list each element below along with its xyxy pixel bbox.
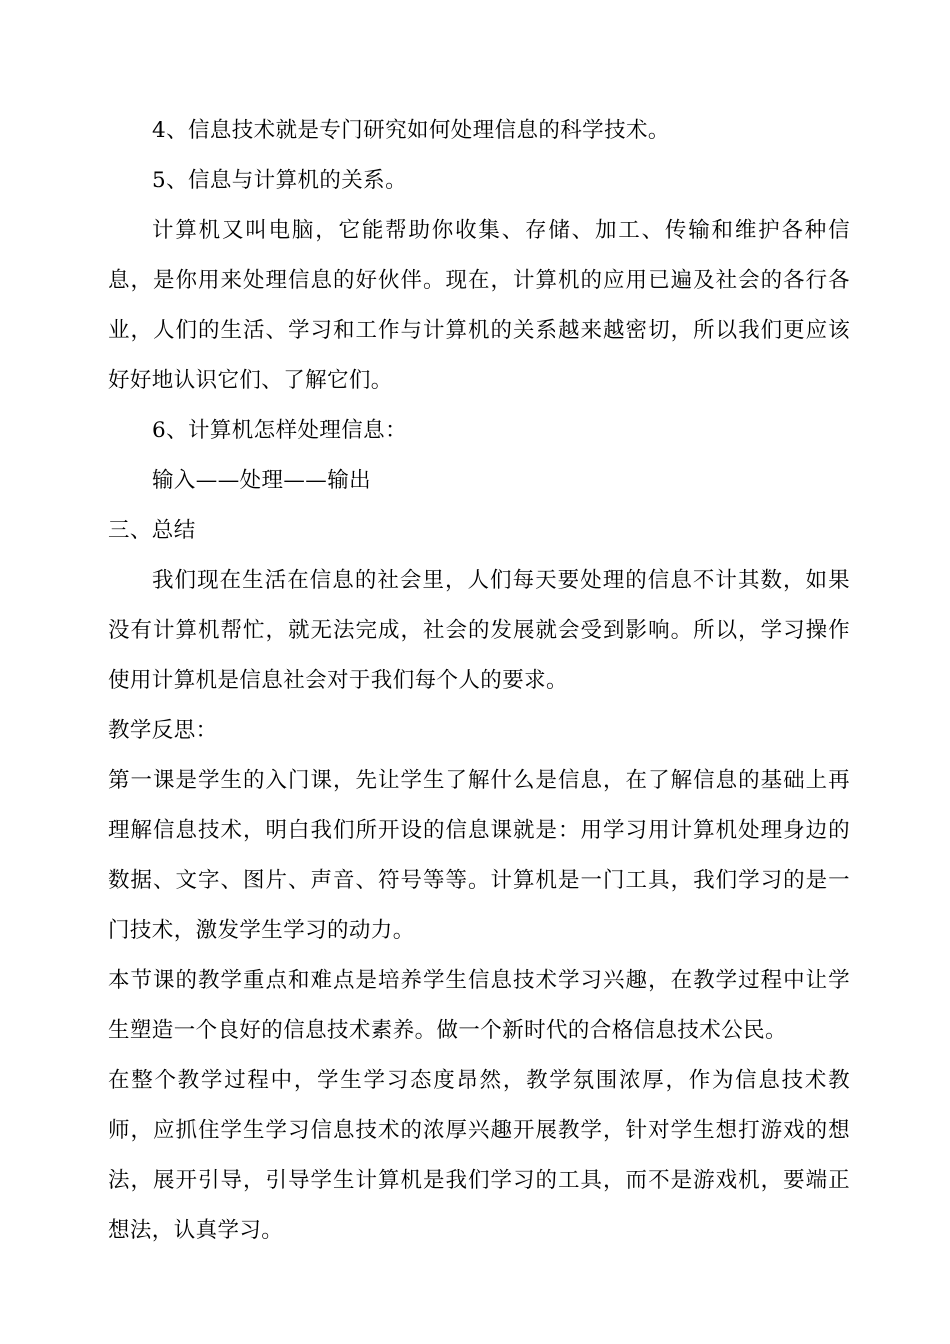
paragraph-item-6: 6、计算机怎样处理信息： (152, 418, 407, 443)
paragraph-item-4: 4、信息技术就是专门研究如何处理信息的科学技术。 (152, 118, 670, 143)
paragraph-item-5: 5、信息与计算机的关系。 (152, 168, 407, 193)
paragraph-reflection-1: 第一课是学生的入门课，先让学生了解什么是信息，在了解信息的基础上再理解信息技术，明白我们所开设的信息课就是：用学习用计算机处理身边的数据、文字、图片、声音、符号等等。计算机是一门工具，我们学习的是一门技术，激发学生学习的动力。 (108, 768, 850, 943)
document-body (108, 106, 850, 1256)
section-heading-summary: 三、总结 (108, 518, 196, 543)
paragraph-process-flow: 输入——处理——输出 (152, 468, 372, 493)
paragraph-reflection-2: 本节课的教学重点和难点是培养学生信息技术学习兴趣，在教学过程中让学生塑造一个良好的信息技术素养。做一个新时代的合格信息技术公民。 (108, 968, 850, 1043)
section-heading-reflection: 教学反思： (108, 718, 218, 743)
paragraph-summary: 我们现在生活在信息的社会里，人们每天要处理的信息不计其数，如果没有计算机帮忙，就无法完成，社会的发展就会受到影响。所以，学习操作使用计算机是信息社会对于我们每个人的要求。 (108, 568, 850, 693)
paragraph-reflection-3: 在整个教学过程中，学生学习态度昂然，教学氛围浓厚，作为信息技术教师，应抓住学生学习信息技术的浓厚兴趣开展教学，针对学生想打游戏的想法，展开引导，引导学生计算机是我们学习的工具，而不是游戏机，要端正想法，认真学习。 (108, 1068, 850, 1243)
paragraph-computer-description: 计算机又叫电脑，它能帮助你收集、存储、加工、传输和维护各种信息，是你用来处理信息的好伙伴。现在，计算机的应用已遍及社会的各行各业，人们的生活、学习和工作与计算机的关系越来越密切，所以我们更应该好好地认识它们、了解它们。 (108, 218, 850, 393)
